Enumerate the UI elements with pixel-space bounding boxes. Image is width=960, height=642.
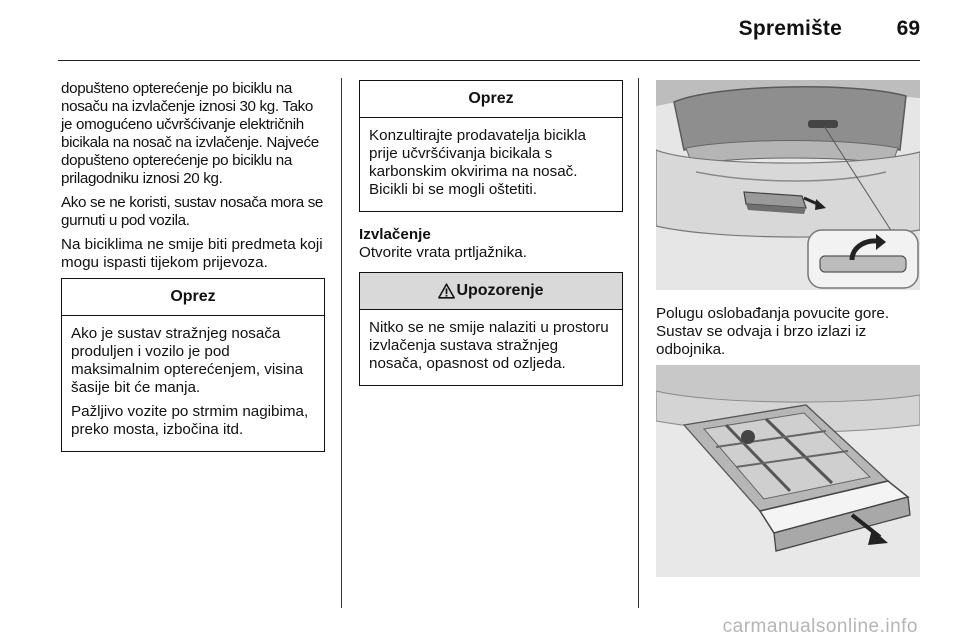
body-paragraph: dopušteno opterećenje po biciklu na nosaču na izvlačenje iznosi 30 kg. Tako je omogućeno učvršćivanje električnih bicikala na nosač na izvlačenje. Najveće dopušteno opterećenje po biciklu na prilagodniku iznosi 20 kg.: [61, 80, 319, 187]
carrier-extending-illustration: [656, 365, 920, 577]
warning-triangle-icon: [438, 283, 455, 299]
warning-paragraph: Nitko se ne smije nalaziti u prostoru izvlačenja sustava stražnjeg nosača, opasnost od ozljeda.: [369, 319, 609, 372]
section-heading: Izvlačenje: [359, 226, 431, 243]
page-title: Spremište: [738, 17, 842, 40]
caution-box-body: [360, 118, 622, 211]
caution-box: [359, 80, 623, 212]
caution-box: [61, 278, 325, 452]
caution-paragraph: Ako je sustav stražnjeg nosača produljen i vozilo je pod maksimalnim opterećenjem, visina šasije bit će manja.: [71, 325, 304, 396]
caution-box-title: Oprez: [360, 81, 622, 118]
page-header: [0, 0, 960, 62]
caution-paragraph: Pažljivo vozite po strmim nagibima, preko mosta, izbočina itd.: [71, 403, 309, 438]
warning-box: [359, 272, 623, 386]
header-rule: [58, 60, 920, 61]
caution-box-body: [62, 316, 324, 451]
caution-box-title: Oprez: [62, 279, 324, 316]
body-paragraph: Na biciklima ne smije biti predmeta koji mogu ispasti tijekom prijevoza.: [61, 236, 323, 271]
watermark: carmanualsonline.info: [722, 616, 918, 637]
warning-box-title: Upozorenje: [456, 282, 544, 299]
column-3: [656, 80, 922, 577]
section-text: Otvorite vrata prtljažnika.: [359, 244, 527, 261]
column-divider: [638, 78, 639, 608]
column-divider: [341, 78, 342, 608]
column-2: [359, 80, 623, 400]
warning-box-header: [360, 273, 622, 310]
caution-paragraph: Konzultirajte prodavatelja bicikla prije učvršćivanja bicikala s karbonskim okvirima na nosač. Bicikli bi se mogli oštetiti.: [369, 127, 586, 198]
body-paragraph: Ako se ne koristi, sustav nosača mora se gurnuti u pod vozila.: [61, 194, 324, 229]
bumper-release-lever-illustration: [656, 80, 920, 290]
page-number: 69: [896, 17, 920, 40]
figure-caption: Polugu oslobađanja povucite gore. Sustav se odvaja i brzo izlazi iz odbojnika.: [656, 305, 890, 358]
column-1: [61, 80, 325, 466]
warning-box-body: [360, 310, 622, 385]
